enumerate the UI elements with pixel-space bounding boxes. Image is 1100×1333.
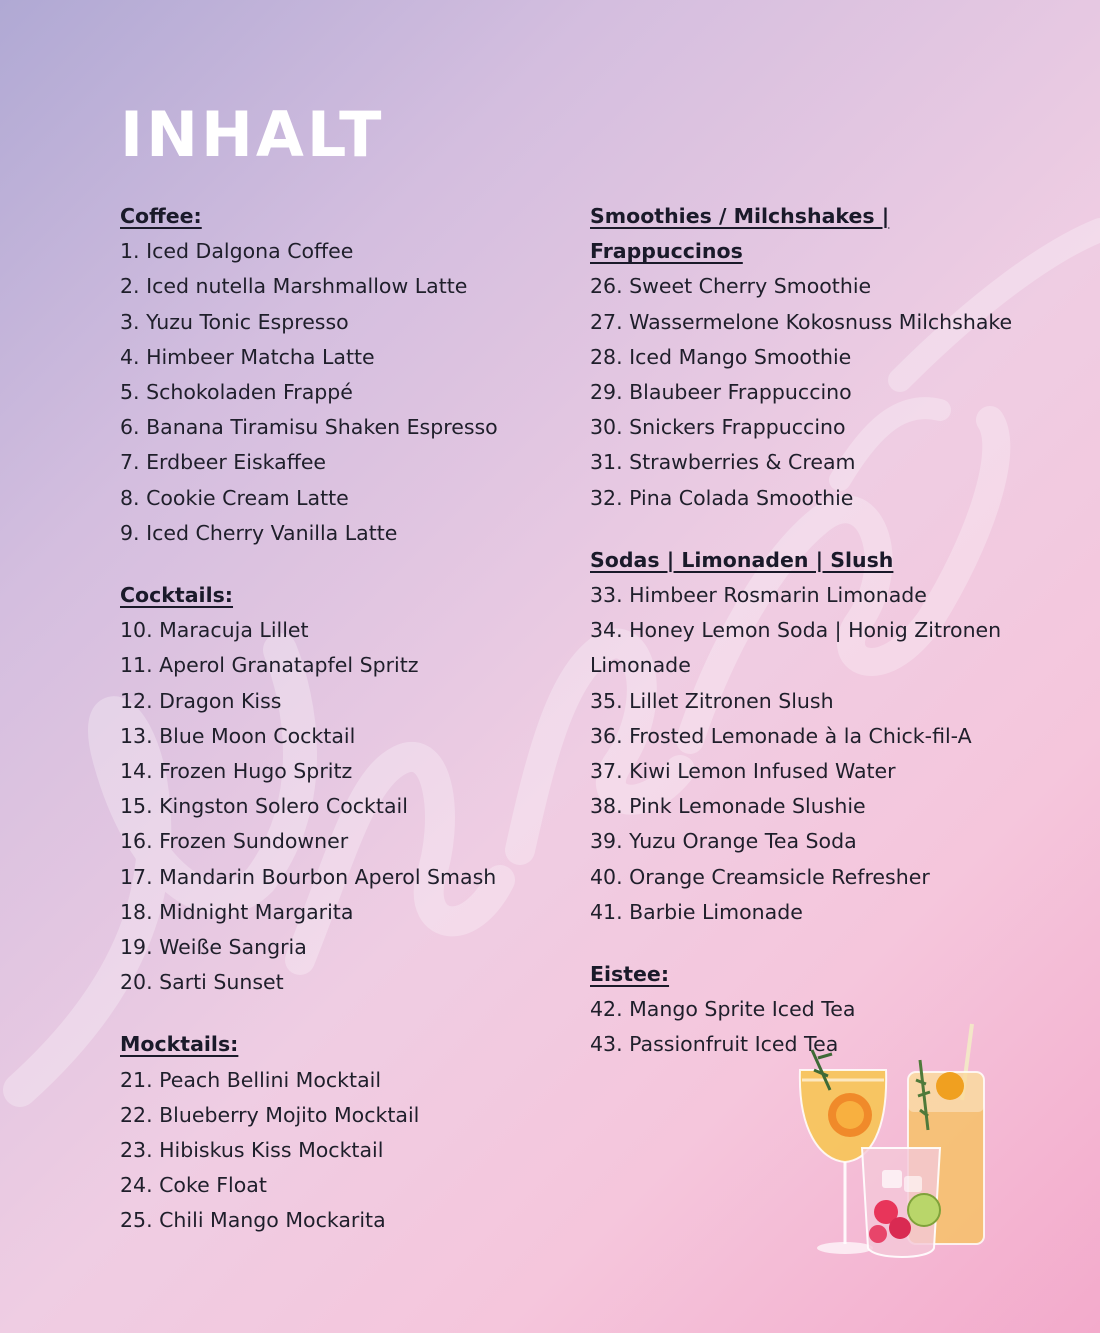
toc-item: 12. Dragon Kiss [120,688,282,713]
toc-item: 41. Barbie Limonade [590,899,803,924]
section-smoothies [590,199,1030,516]
toc-item: 37. Kiwi Lemon Infused Water [590,759,896,784]
section-cocktails [120,578,540,1000]
toc-item: 8. Cookie Cream Latte [120,485,349,510]
toc-item: 26. Sweet Cherry Smoothie [590,274,872,299]
toc-item: 22. Blueberry Mojito Mocktail [120,1102,420,1127]
toc-item: 13. Blue Moon Cocktail [120,723,356,748]
toc-item: 2. Iced nutella Marshmallow Latte [120,274,468,299]
toc-item: 20. Sarti Sunset [120,970,284,995]
section-heading: Sodas | Limonaden | Slush [590,547,894,572]
toc-item: 29. Blaubeer Frappuccino [590,380,852,405]
toc-item: 42. Mango Sprite Iced Tea [590,997,856,1022]
section-heading: Coffee: [120,204,202,228]
toc-item: 43. Passionfruit Iced Tea [590,1032,839,1057]
toc-item: 33. Himbeer Rosmarin Limonade [590,583,927,608]
section-heading: Eistee: [590,962,670,987]
toc-item: 31. Strawberries & Cream [590,450,856,475]
toc-item: 10. Maracuja Lillet [120,618,309,643]
section-heading: Mocktails: [120,1032,239,1057]
toc-item: 35. Lillet Zitronen Slush [590,688,834,713]
toc-item: 40. Orange Creamsicle Refresher [590,864,930,889]
toc-item: 21. Peach Bellini Mocktail [120,1067,382,1092]
toc-item: 39. Yuzu Orange Tea Soda [590,829,857,854]
toc-item: 34. Honey Lemon Soda | Honig Zitronen Limonade [590,618,1002,678]
toc-item: 27. Wassermelone Kokosnuss Milchshake [590,309,1013,334]
toc-item: 15. Kingston Solero Cocktail [120,794,408,819]
toc-item: 1. Iced Dalgona Coffee [120,239,354,264]
toc-item: 23. Hibiskus Kiss Mocktail [120,1138,384,1163]
section-mocktails [120,1027,540,1238]
toc-item: 14. Frozen Hugo Spritz [120,759,353,784]
toc-item: 24. Coke Float [120,1173,267,1198]
toc-item: 28. Iced Mango Smoothie [590,344,852,369]
toc-item: 17. Mandarin Bourbon Aperol Smash [120,864,497,889]
toc-item: 19. Weiße Sangria [120,935,307,960]
page-title: INHALT [120,98,385,171]
toc-item: 38. Pink Lemonade Slushie [590,794,866,819]
toc-item: 7. Erdbeer Eiskaffee [120,450,327,475]
toc-item: 32. Pina Colada Smoothie [590,485,854,510]
toc-item: 4. Himbeer Matcha Latte [120,344,375,369]
toc-item: 16. Frozen Sundowner [120,829,349,854]
toc-item: 6. Banana Tiramisu Shaken Espresso [120,415,498,440]
toc-item: 25. Chili Mango Mockarita [120,1208,386,1233]
toc-right-column [590,199,1030,1090]
toc-item: 18. Midnight Margarita [120,899,354,924]
toc-item: 3. Yuzu Tonic Espresso [120,309,349,334]
toc-item: 36. Frosted Lemonade à la Chick-fil-A [590,723,972,748]
drinks-glasses-icon [790,1020,1010,1270]
toc-item: 30. Snickers Frappuccino [590,415,846,440]
toc-left-column [120,199,540,1266]
section-coffee [120,199,540,551]
section-heading: Cocktails: [120,583,234,608]
toc-item: 11. Aperol Granatapfel Spritz [120,653,419,678]
toc-item: 9. Iced Cherry Vanilla Latte [120,520,398,545]
section-sodas [590,543,1030,930]
toc-item: 5. Schokoladen Frappé [120,380,353,405]
section-heading: Smoothies / Milchshakes | Frappuccinos [590,204,890,264]
